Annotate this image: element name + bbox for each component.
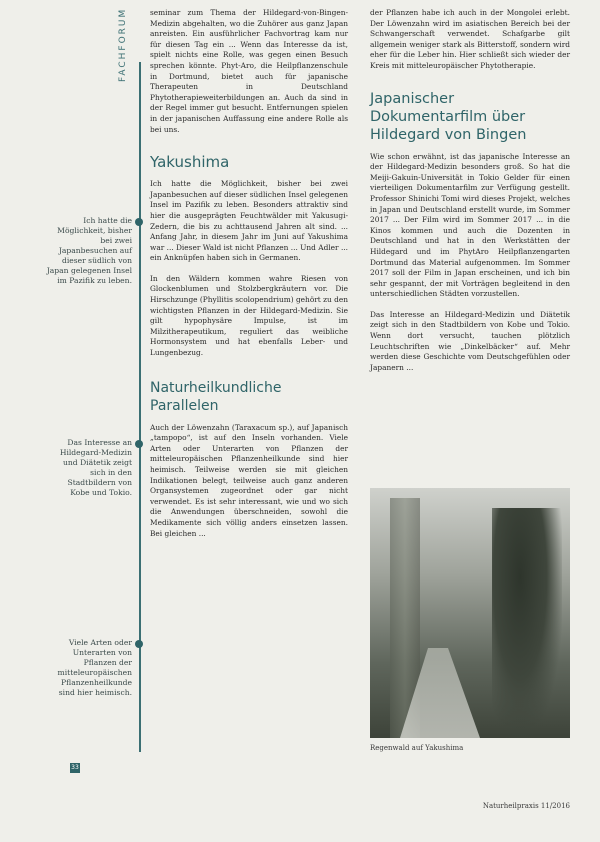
sidenote-interest: Das Interesse an Hildegard-Medizin und Diätetik zeigt sich in den Stadtbildern von Kobe und Tokio. — [59, 438, 132, 497]
heading-naturheilkunde: Naturheilkundliche Parallelen — [150, 379, 282, 414]
col2-intro-paragraph: der Pflanzen habe ich auch in der Mongolei erlebt. Der Löwenzahn wird im asiatischen Bereich bei der Schwangerschaft verwendet. Schafgarbe gilt allgemein weniger stark als Bitterstoff, sondern wird eher für die Leber hin. Hier schließt sich wieder der Kreis mit mitteleuropäischer Phytotherapie. — [370, 8, 570, 70]
rule-marker-dot — [135, 640, 143, 648]
page-number: 33 — [71, 764, 79, 771]
photo-caption: Regenwald auf Yakushima — [370, 744, 464, 752]
heading-yakushima: Yakushima — [150, 153, 230, 172]
section-label: FACHFORUM — [118, 8, 128, 83]
yakushima-paragraph-2: In den Wäldern kommen wahre Riesen von Glockenblumen und Stolzbergkräutern vor. Die Hirschzunge (Phyllitis scolopendrium) gehört zu den wichtigsten Pflanzen in der Hildegard-Medizin. Sie gilt hypophysäre Impulse, ist im Milzitherapeutikum, reguliert das weibliche Hormonsystem und hat ebenfalls Leber- und Lungenbezug. — [150, 273, 348, 358]
vertical-rule — [139, 62, 141, 752]
sidenote-yakushima: Ich hatte die Möglichkeit, bisher bei zwei Japanbesuchen auf dieser südlich von Japan gelegenen Insel im Pazifik zu leben. — [46, 216, 132, 285]
photo-foliage-shape — [492, 508, 562, 738]
heading-documentary: Japanischer Dokumentarfilm über Hildegard von Bingen — [370, 90, 527, 143]
rule-marker-dot — [135, 440, 143, 448]
column-left — [150, 8, 348, 549]
footer-publication: Naturheilpraxis 11/2016 — [482, 802, 570, 810]
natur-paragraph-1: Auch der Löwenzahn (Taraxacum sp.), auf Japanisch „tampopo“, ist auf den Inseln vorhanden. Viele Arten oder Unterarten von Pflanzen der mitteleuropäischen Pflanzenheilkunde sind hier heimisch. Teilweise werden sie mit gleichen Indikationen belegt, teilweise auch ganz anderen Organsystemen zugeordnet oder gar nicht verwendet. Es ist sehr interessant, wie und wo sich die Anwendungen überschneiden, sowohl die Medikamente sich völlig anders einsetzen lassen. Bei gleichen ... — [150, 422, 348, 538]
yakushima-paragraph-1: Ich hatte die Möglichkeit, bisher bei zwei Japanbesuchen auf dieser südlichen Insel gelegenen Insel im Pazifik zu leben. Besonders attraktiv sind hier die ausgeprägten Feuchtwälder mit Yakusugi-Zedern, die bis zu achttausend Jahren alt sind. ... Anfang Jahr, in diesem Jahr im Juni auf Yakushima war ... Dieser Wald ist nicht Pflanzen ... Und Adler ... ein Anknüpfen haben sich in Germanen. — [150, 179, 348, 263]
column-right — [370, 8, 570, 383]
documentary-paragraph-2: Das Interesse an Hildegard-Medizin und Diätetik zeigt sich in den Stadtbildern von Kobe und Tokio. Wenn dort versucht, tauchen plötzlich Leuchtschriften wie „Dinkelbäcker“ auf. Mehr werden diese Geschichte vom Deutschgefühlen oder Japanern ... — [370, 309, 570, 372]
intro-paragraph: seminar zum Thema der Hildegard-von-Bingen-Medizin abgehalten, wo die Zuhörer aus ganz Japan anreisten. Ein ausführlicher Fachvortrag kam nur für diesen Tag ein ... Wenn das Interesse da ist, spielt nichts eine Rolle, was gegen einen Besuch sprechen könnte. Phyt-Aro, die Heilpflanzenschule in Dortmund, bietet auch für japanische Therapeuten in Deutschland Phytotherapieweiterbildungen an. Auch da sind in der Regel immer gut besucht. Entfernungen spielen in der japanischen Auffassung eine andere Rolle als bei uns. — [150, 8, 348, 134]
sidenote-plants: Viele Arten oder Unterarten von Pflanzen der mitteleuropäischen Pflanzenheilkunde sind hier heimisch. — [57, 638, 132, 697]
rainforest-photo — [370, 488, 570, 738]
documentary-paragraph-1: Wie schon erwähnt, ist das japanische Interesse an der Hildegard-Medizin besonders groß. So hat die Meiji-Gakuin-Universität in Tokio Gelder für einen vierteiligen Dokumentarfilm zur Verfügung gestellt. Professor Shinichi Tomi wird dieses Projekt, welches in Japan und Deutschland erstellt wurde, im Sommer 2017 ... Der Film wird im Sommer 2017 ... in die Kinos kommen und auch die Dozenten in Deutschland und hat in den Werkstätten der Hildegard und im PhytAro Heilpflanzengarten Dortmund das Material aufgenommen. Im Sommer 2017 soll der Film in Japan erscheinen, und ich bin sehr gespannt, der mit Vorträgen begleitend in den unterschiedlichen Städten vorzustellen. — [370, 151, 570, 299]
rule-marker-dot — [135, 218, 143, 226]
